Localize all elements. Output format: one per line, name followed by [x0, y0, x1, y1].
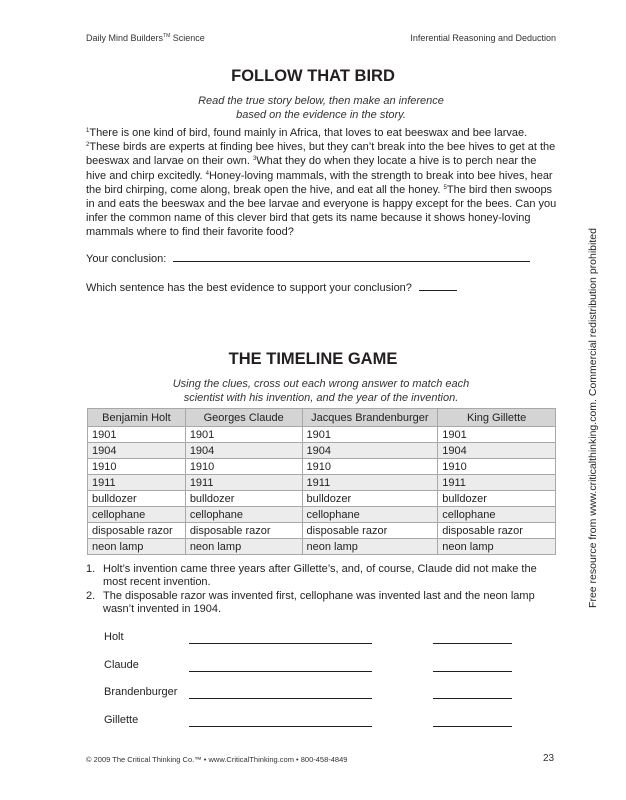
grid-cell[interactable]: disposable razor: [185, 523, 302, 539]
trademark-mark: TM: [163, 33, 171, 39]
grid-cell[interactable]: bulldozer: [185, 491, 302, 507]
year-answer-line-gillette[interactable]: [433, 726, 512, 727]
grid-cell[interactable]: bulldozer: [302, 491, 438, 507]
conclusion-row: [86, 250, 530, 265]
sentence-text: These birds are experts at finding bee hives, but they can’t break into the bee hives to get at the beeswax and larvae on their own.: [86, 141, 556, 168]
clue-number: 1.: [86, 563, 96, 575]
bird-instructions: [86, 94, 556, 122]
grid-row-1911: [88, 475, 556, 491]
column-header-holt: Benjamin Holt: [88, 409, 186, 427]
copyright-footer: © 2009 The Critical Thinking Co.™ • www.CriticalThinking.com • 800-458-4849: [86, 755, 348, 764]
grid-cell[interactable]: disposable razor: [88, 523, 186, 539]
bird-instruction-line-2: based on the evidence in the story.: [236, 109, 406, 121]
bird-instruction-line-1: Read the true story below, then make an inference: [198, 95, 444, 107]
bird-title: FOLLOW THAT BIRD: [231, 67, 395, 85]
sentence-text: There is one kind of bird, found mainly in Africa, that loves to eat beeswax and bee larvae.: [89, 127, 528, 139]
grid-cell[interactable]: cellophane: [438, 507, 556, 523]
invention-answer-line-holt[interactable]: [189, 643, 372, 644]
grid-cell[interactable]: cellophane: [88, 507, 186, 523]
grid-row-cellophane: [88, 507, 556, 523]
series-subject: Science: [170, 33, 205, 43]
grid-row-1910: [88, 459, 556, 475]
evidence-question: Which sentence has the best evidence to support your conclusion?: [86, 282, 412, 294]
grid-header-row: [88, 409, 556, 427]
redistribution-notice: Free resource from www.criticalthinking.com. Commercial redistribution prohibited: [587, 228, 599, 608]
bird-story: [86, 126, 558, 240]
invention-answer-line-brandenburger[interactable]: [189, 698, 372, 699]
sentence-number: 4: [205, 170, 209, 177]
grid-cell[interactable]: 1911: [302, 475, 438, 491]
answer-label-holt: Holt: [104, 631, 124, 643]
timeline-title: THE TIMELINE GAME: [228, 350, 398, 368]
grid-cell[interactable]: 1911: [185, 475, 302, 491]
column-header-brandenburger: Jacques Brandenburger: [302, 409, 438, 427]
grid-cell[interactable]: 1910: [185, 459, 302, 475]
conclusion-answer-line[interactable]: [173, 250, 530, 262]
evidence-answer-line[interactable]: [419, 279, 457, 291]
clue-text: Holt’s invention came three years after Gillette’s, and, of course, Claude did not make the most recent invention.: [103, 563, 537, 588]
sentence-text: Honey-loving mammals, with the strength to break into bee hives, hear the bird chirping, come along, break open the hive, and eat all the honey.: [86, 169, 553, 196]
year-answer-line-claude[interactable]: [433, 671, 512, 672]
grid-cell[interactable]: 1904: [185, 443, 302, 459]
grid-row-1904: [88, 443, 556, 459]
series-title: Daily Mind Builders: [86, 33, 164, 43]
grid-cell[interactable]: 1910: [438, 459, 556, 475]
grid-cell[interactable]: bulldozer: [88, 491, 186, 507]
sentence-number: 3: [252, 156, 257, 163]
invention-answer-line-gillette[interactable]: [189, 726, 372, 727]
grid-cell[interactable]: cellophane: [185, 507, 302, 523]
grid-cell[interactable]: 1901: [438, 427, 556, 443]
year-answer-line-brandenburger[interactable]: [433, 698, 512, 699]
grid-row-1901: [88, 427, 556, 443]
timeline-instruction-line-2: scientist with his invention, and the year of the invention.: [183, 392, 459, 404]
sentence-number: 1: [86, 128, 90, 134]
clue-number: 2.: [86, 590, 96, 602]
header-left: [86, 33, 205, 43]
grid-cell[interactable]: neon lamp: [302, 539, 438, 555]
grid-cell[interactable]: neon lamp: [185, 539, 302, 555]
timeline-instruction-line-1: Using the clues, cross out each wrong answer to match each: [172, 378, 470, 390]
sentence-number: 5: [443, 184, 447, 191]
grid-cell[interactable]: 1904: [302, 443, 438, 459]
sentence-text: What they do when they locate a hive is to perch near the hive and chirp excitedly.: [86, 155, 537, 182]
grid-cell[interactable]: 1901: [302, 427, 438, 443]
grid-cell[interactable]: 1901: [185, 427, 302, 443]
header-right: Inferential Reasoning and Deduction: [410, 33, 556, 43]
grid-cell[interactable]: 1910: [88, 459, 186, 475]
grid-cell[interactable]: cellophane: [302, 507, 438, 523]
clue-text: The disposable razor was invented first, cellophane was invented last and the neon lamp wasn’t invented in 1904.: [103, 590, 535, 615]
sentence-number: 2: [86, 142, 90, 149]
invention-answer-line-claude[interactable]: [189, 671, 372, 672]
grid-cell[interactable]: 1901: [88, 427, 186, 443]
timeline-grid: [87, 408, 556, 555]
answer-label-claude: Claude: [104, 659, 139, 671]
grid-cell[interactable]: 1904: [88, 443, 186, 459]
timeline-instructions: [86, 377, 556, 405]
grid-row-bulldozer: [88, 491, 556, 507]
column-header-claude: Georges Claude: [185, 409, 302, 427]
grid-cell[interactable]: disposable razor: [302, 523, 438, 539]
grid-cell[interactable]: 1911: [88, 475, 186, 491]
grid-cell[interactable]: 1904: [438, 443, 556, 459]
grid-cell[interactable]: bulldozer: [438, 491, 556, 507]
grid-cell[interactable]: neon lamp: [438, 539, 556, 555]
conclusion-label: Your conclusion:: [86, 253, 167, 265]
grid-cell[interactable]: 1911: [438, 475, 556, 491]
answer-label-brandenburger: Brandenburger: [104, 686, 178, 698]
clue-1: [86, 563, 556, 589]
grid-cell[interactable]: neon lamp: [88, 539, 186, 555]
grid-cell[interactable]: disposable razor: [438, 523, 556, 539]
answer-label-gillette: Gillette: [104, 714, 139, 726]
grid-cell[interactable]: 1910: [302, 459, 438, 475]
grid-row-disposable-razor: [88, 523, 556, 539]
year-answer-line-holt[interactable]: [433, 643, 512, 644]
clue-2: [86, 590, 556, 616]
evidence-row: [86, 279, 457, 294]
page-number: 23: [543, 753, 555, 764]
column-header-gillette: King Gillette: [438, 409, 556, 427]
grid-row-neon-lamp: [88, 539, 556, 555]
sentence-text: The bird then swoops in and eats the beeswax and the bee larvae and everyone is happy except for the bees. Can you infer the common name of this clever bird that gets its name because it shows honey-loving mammals where to find their favorite food?: [86, 183, 557, 239]
